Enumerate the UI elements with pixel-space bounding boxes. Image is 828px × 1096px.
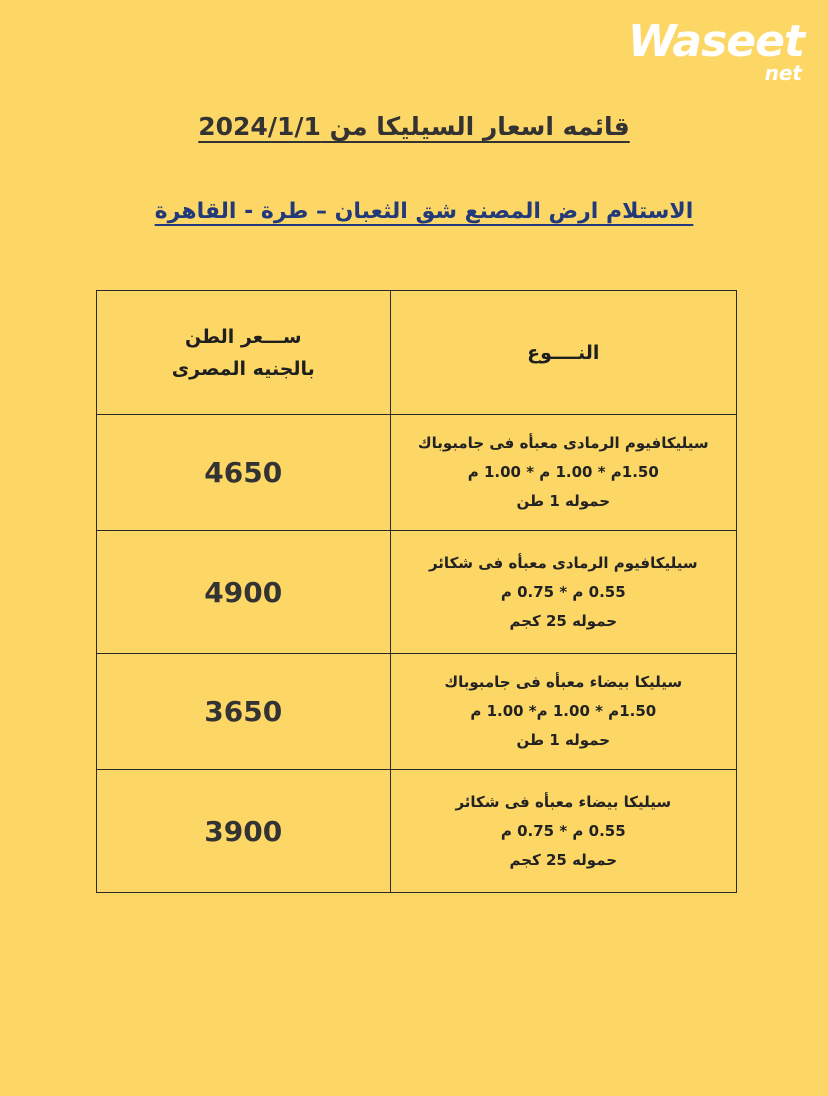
product-dimensions: 0.55 م * 0.75 م	[500, 821, 626, 840]
product-dimensions: 1.50م * 1.00 م* 1.00 م	[470, 702, 657, 720]
price-cell	[97, 654, 391, 770]
product-load: حموله 1 طن	[516, 492, 611, 510]
price-header-cell	[97, 291, 391, 415]
product-name: سيليكافيوم الرمادى معبأه فى شكائر	[428, 553, 698, 572]
price-header-line1: ســـعر الطن	[184, 325, 302, 348]
product-load: حموله 25 كجم	[509, 850, 618, 869]
type-cell	[390, 654, 736, 770]
type-cell	[390, 531, 736, 654]
type-cell	[390, 770, 736, 893]
price-cell	[97, 415, 391, 531]
price-table	[96, 290, 737, 893]
page-subtitle: الاستلام ارض المصنع شق الثعبان – طرة - القاهرة	[154, 199, 694, 224]
product-description	[391, 788, 736, 875]
product-description	[391, 549, 736, 636]
price-cell	[97, 531, 391, 654]
product-description	[391, 429, 736, 516]
product-load: حموله 25 كجم	[509, 611, 618, 630]
logo-suffix: net	[764, 61, 802, 85]
price-header	[97, 321, 390, 385]
table-row	[97, 654, 737, 770]
price-value: 4900	[204, 575, 283, 609]
type-cell	[390, 415, 736, 531]
price-value: 4650	[204, 456, 283, 489]
waseet-logo	[606, 16, 810, 86]
table-row	[97, 770, 737, 893]
price-header-line2: بالجنيه المصرى	[171, 357, 315, 380]
product-name: سيليكا بيضاء معبأه فى جامبوباك	[444, 673, 683, 691]
product-load: حموله 1 طن	[516, 731, 611, 749]
price-value: 3900	[204, 814, 283, 848]
product-dimensions: 1.50م * 1.00 م * 1.00 م	[467, 463, 659, 481]
product-description	[391, 668, 736, 755]
product-name: سيليكافيوم الرمادى معبأه فى جامبوباك	[417, 434, 709, 452]
product-name: سيليكا بيضاء معبأه فى شكائر	[455, 792, 672, 811]
table-row	[97, 531, 737, 654]
type-header: النــــوع	[527, 341, 600, 364]
price-cell	[97, 770, 391, 893]
price-value: 3650	[204, 695, 283, 728]
product-dimensions: 0.55 م * 0.75 م	[500, 582, 626, 601]
logo-wordmark: Waseet	[627, 16, 804, 67]
table-row	[97, 415, 737, 531]
table-header-row	[97, 291, 737, 415]
page-title: قائمه اسعار السيليكا من 2024/1/1	[198, 112, 630, 141]
type-header-cell	[390, 291, 736, 415]
